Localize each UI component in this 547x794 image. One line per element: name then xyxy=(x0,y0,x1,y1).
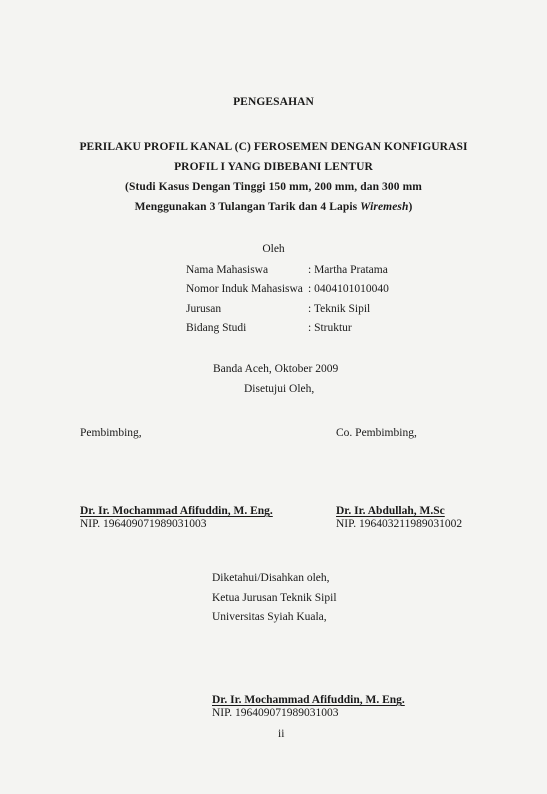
supervisor-name: Dr. Ir. Mochammad Afifuddin, M. Eng. xyxy=(80,505,273,517)
student-dept-value: : Teknik Sipil xyxy=(308,303,371,315)
co-supervisor-role: Co. Pembimbing, xyxy=(336,427,417,439)
head-of-dept-nip: NIP. 196409071989031003 xyxy=(212,707,339,719)
thesis-title-line-2: PROFIL I YANG DIBEBANI LENTUR xyxy=(174,161,373,173)
ratification-line-2: Ketua Jurusan Teknik Sipil xyxy=(212,592,337,604)
student-name-row xyxy=(186,262,388,278)
ratification-line-1: Diketahui/Disahkan oleh, xyxy=(212,572,330,584)
co-supervisor-name: Dr. Ir. Abdullah, M.Sc xyxy=(336,505,445,517)
thesis-title-line-4 xyxy=(0,201,547,213)
student-nim-row xyxy=(186,281,389,297)
student-field-value: : Struktur xyxy=(308,322,352,334)
student-dept-label: Jurusan xyxy=(186,303,222,315)
by-label: Oleh xyxy=(262,243,285,255)
head-of-dept-name: Dr. Ir. Mochammad Afifuddin, M. Eng. xyxy=(212,694,405,706)
place-date: Banda Aceh, Oktober 2009 xyxy=(213,363,339,375)
student-nim-label: Nomor Induk Mahasiswa xyxy=(186,283,303,295)
student-field-label: Bidang Studi xyxy=(186,322,247,334)
student-name-label: Nama Mahasiswa xyxy=(186,264,269,276)
approved-by-label: Disetujui Oleh, xyxy=(244,383,315,395)
co-supervisor-nip: NIP. 196403211989031002 xyxy=(336,518,463,530)
thesis-title-line-3: (Studi Kasus Dengan Tinggi 150 mm, 200 mm, dan 300 mm xyxy=(125,181,422,193)
thesis-title-line-4-italic: Wiremesh xyxy=(360,201,409,213)
student-name-value: : Martha Pratama xyxy=(308,264,388,276)
page-number: ii xyxy=(278,728,285,740)
supervisor-role: Pembimbing, xyxy=(80,427,142,439)
thesis-title-line-4-suffix: ) xyxy=(408,201,413,213)
student-dept-row xyxy=(186,301,370,317)
student-field-row xyxy=(186,320,352,336)
ratification-line-3: Universitas Syiah Kuala, xyxy=(212,611,327,623)
student-nim-value: : 0404101010040 xyxy=(308,283,389,295)
page-heading: PENGESAHAN xyxy=(233,96,314,108)
thesis-title-line-1: PERILAKU PROFIL KANAL (C) FEROSEMEN DENGAN KONFIGURASI xyxy=(79,141,468,153)
thesis-title-line-4-prefix: Menggunakan 3 Tulangan Tarik dan 4 Lapis xyxy=(134,201,361,213)
supervisor-nip: NIP. 196409071989031003 xyxy=(80,518,207,530)
